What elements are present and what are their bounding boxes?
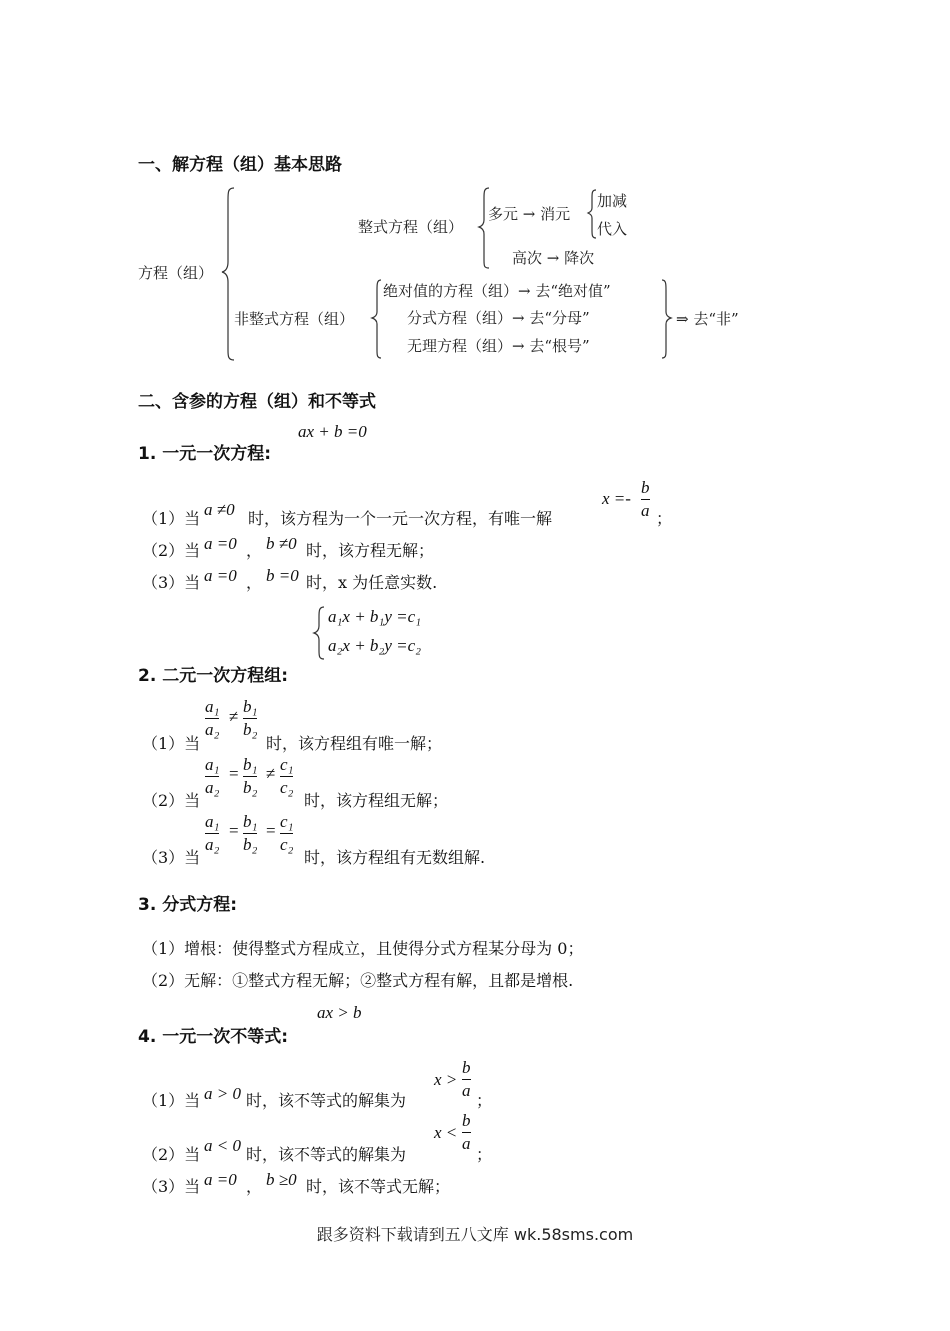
- s2-case1-text: 时，该方程组有唯一解；: [266, 734, 443, 753]
- s2-case3-frac-c: c₁ c₂: [280, 812, 294, 854]
- s1-case2-prefix: （2）当: [142, 541, 201, 560]
- diagram-integral: 整式方程（组）: [358, 218, 464, 236]
- s4-case1-x: x >: [434, 1070, 458, 1089]
- s1-case2-text: 时，该方程无解；: [306, 541, 435, 560]
- page-footer: 跟多资料下载请到五八文库 wk.58sms.com: [316, 1225, 634, 1244]
- s1-case1-prefix: （1）当: [142, 509, 201, 528]
- section1-title: 一、解方程（组）基本思路: [138, 155, 342, 175]
- s4-case2-x: x <: [434, 1123, 458, 1142]
- s4-case3-sep: ，: [246, 1177, 263, 1196]
- s4-case3-text: 时，该不等式无解；: [306, 1177, 451, 1196]
- subsection3-title: 3. 分式方程:: [138, 895, 238, 915]
- diagram-substitute: 代入: [597, 220, 628, 238]
- diagram-abs: 绝对值的方程（组）→ 去“绝对值”: [383, 282, 611, 300]
- s2-case2-frac-b: b₁ b₂: [243, 755, 258, 797]
- s2-case3-prefix: （3）当: [142, 848, 201, 867]
- s2-case3-text: 时，该方程组有无数组解.: [304, 848, 486, 867]
- s1-case3-b: b =0: [266, 566, 299, 585]
- linear-eq-formula: ax + b =0: [298, 422, 367, 441]
- s2-case2-frac-a: a₁ a₂: [205, 755, 220, 797]
- system-eq2: a₂x + b₂y =c₂: [328, 636, 422, 655]
- s2-case3-frac-a: a₁ a₂: [205, 812, 220, 854]
- s2-case2-frac-c: c₁ c₂: [280, 755, 294, 797]
- s1-case3-sep: ，: [246, 573, 263, 592]
- s4-case1-prefix: （1）当: [142, 1091, 201, 1110]
- diagram-result: ⇒ 去“非”: [676, 310, 739, 328]
- diagram-nonintegral: 非整式方程（组）: [234, 310, 355, 328]
- system-eq1: a₁x + b₁y =c₁: [328, 607, 422, 626]
- s4-case1-cond: a > 0: [204, 1084, 241, 1103]
- s1-case2-sep: ，: [246, 541, 263, 560]
- s1-case3-text: 时，x 为任意实数.: [306, 573, 438, 592]
- diagram-high-order: 高次 → 降次: [512, 249, 595, 267]
- denominator: a: [641, 501, 650, 520]
- diagram-add-sub: 加减: [597, 192, 628, 210]
- s3-line2: （2）无解：①整式方程无解；②整式方程有解，且都是增根.: [142, 971, 574, 990]
- s1-case1-text: 时，该方程为一个一元一次方程，有唯一解: [248, 509, 553, 528]
- diagram-fraction: 分式方程（组）→ 去“分母”: [407, 309, 590, 327]
- s2-case1-rel: ≠: [229, 707, 239, 726]
- s2-case1-frac-a: a₁ a₂: [205, 697, 220, 739]
- s1-case3-a: a =0: [204, 566, 237, 585]
- s4-case3-prefix: （3）当: [142, 1177, 201, 1196]
- s3-line1: （1）增根：使得整式方程成立，且使得分式方程某分母为 0；: [142, 939, 584, 958]
- section2-title: 二、含参的方程（组）和不等式: [138, 392, 376, 412]
- s2-case3-frac-b: b₁ b₂: [243, 812, 258, 854]
- s2-case2-rel1: =: [229, 764, 239, 783]
- s4-case1-semicolon: ；: [476, 1091, 493, 1110]
- s2-case3-rel1: =: [229, 821, 239, 840]
- s1-case2-a: a =0: [204, 534, 237, 553]
- inequality-formula: ax > b: [317, 1003, 362, 1022]
- s4-case3-b: b ≥0: [266, 1170, 297, 1189]
- s1-case1-semicolon: ；: [656, 509, 673, 528]
- s1-case1-cond: a ≠0: [204, 500, 235, 519]
- s2-case1-frac-b: b₁ b₂: [243, 697, 258, 739]
- s1-case2-b: b ≠0: [266, 534, 297, 553]
- s4-case2-text: 时，该不等式的解集为: [246, 1145, 407, 1164]
- s2-case3-rel2: =: [266, 821, 276, 840]
- s1-case1-x: x =-: [602, 489, 631, 508]
- s4-case2-prefix: （2）当: [142, 1145, 201, 1164]
- s4-case2-fraction: b a: [462, 1111, 471, 1153]
- s4-case1-fraction: b a: [462, 1058, 471, 1100]
- s2-case2-rel2: ≠: [266, 764, 276, 783]
- s4-case2-cond: a < 0: [204, 1136, 241, 1155]
- numerator: b: [641, 478, 650, 497]
- s1-case3-prefix: （3）当: [142, 573, 201, 592]
- subsection4-title: 4. 一元一次不等式:: [138, 1027, 289, 1047]
- diagram-multivar: 多元 → 消元: [488, 205, 571, 223]
- subsection1-title: 1. 一元一次方程:: [138, 444, 272, 464]
- s4-case2-semicolon: ；: [476, 1145, 493, 1164]
- diagram-root: 方程（组）: [138, 264, 214, 282]
- s2-case2-text: 时，该方程组无解；: [304, 791, 449, 810]
- s4-case1-text: 时，该不等式的解集为: [246, 1091, 407, 1110]
- s2-case2-prefix: （2）当: [142, 791, 201, 810]
- s4-case3-a: a =0: [204, 1170, 237, 1189]
- subsection2-title: 2. 二元一次方程组:: [138, 666, 289, 686]
- diagram-irrational: 无理方程（组）→ 去“根号”: [407, 337, 590, 355]
- s2-case1-prefix: （1）当: [142, 734, 201, 753]
